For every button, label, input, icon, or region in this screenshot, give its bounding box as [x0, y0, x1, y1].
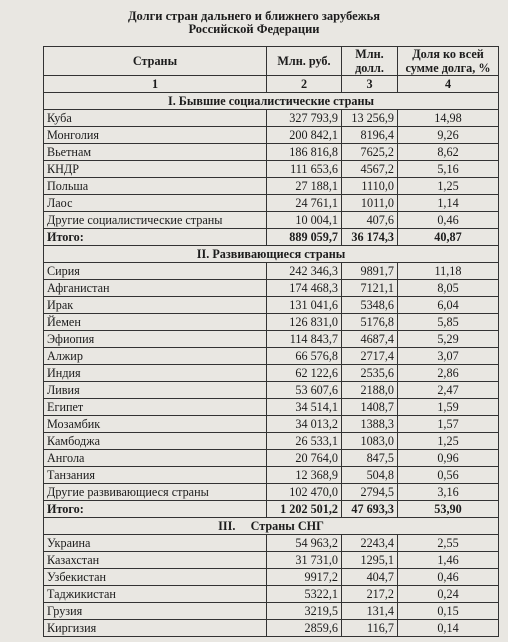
table-row: [44, 280, 499, 297]
title-line-2: Российской Федерации: [188, 22, 320, 36]
header-row: [44, 47, 499, 76]
rub-cell: 9917,2: [267, 569, 342, 586]
share-cell: 9,26: [398, 127, 499, 144]
country-cell: Йемен: [44, 314, 267, 331]
country-cell: Украина: [44, 535, 267, 552]
section-title: III. Страны СНГ: [44, 518, 499, 535]
rub-cell: 66 576,8: [267, 348, 342, 365]
share-cell: 11,18: [398, 263, 499, 280]
column-header-usd: Млн. долл.: [342, 47, 398, 76]
country-cell: Другие развивающиеся страны: [44, 484, 267, 501]
table-row: [44, 263, 499, 280]
usd-cell: 131,4: [342, 603, 398, 620]
rub-cell: 186 816,8: [267, 144, 342, 161]
section-header-row: [44, 246, 499, 263]
section-title: I. Бывшие социалистические страны: [44, 93, 499, 110]
rub-cell: 131 041,6: [267, 297, 342, 314]
column-header-rub: Млн. руб.: [267, 47, 342, 76]
column-number-row: [44, 76, 499, 93]
usd-cell: 1295,1: [342, 552, 398, 569]
usd-cell: 2188,0: [342, 382, 398, 399]
share-cell: 2,47: [398, 382, 499, 399]
country-cell: КНДР: [44, 161, 267, 178]
country-cell: Лаос: [44, 195, 267, 212]
country-cell: Камбоджа: [44, 433, 267, 450]
table-row: [44, 382, 499, 399]
usd-cell: 407,6: [342, 212, 398, 229]
country-cell: Грузия: [44, 603, 267, 620]
country-cell: Ливия: [44, 382, 267, 399]
usd-cell: 217,2: [342, 586, 398, 603]
table-row: [44, 212, 499, 229]
share-cell: 0,15: [398, 603, 499, 620]
usd-cell: 2535,6: [342, 365, 398, 382]
column-header-countries: Страны: [44, 47, 267, 76]
country-cell: Афганистан: [44, 280, 267, 297]
rub-cell: 54 963,2: [267, 535, 342, 552]
rub-cell: 242 346,3: [267, 263, 342, 280]
rub-cell: 111 653,6: [267, 161, 342, 178]
section-title: II. Развивающиеся страны: [44, 246, 499, 263]
share-cell: 8,62: [398, 144, 499, 161]
country-cell: Ангола: [44, 450, 267, 467]
table-row: [44, 416, 499, 433]
table-row: [44, 399, 499, 416]
document-title: [0, 10, 508, 36]
share-cell: 3,07: [398, 348, 499, 365]
country-cell: Танзания: [44, 467, 267, 484]
rub-cell: 174 468,3: [267, 280, 342, 297]
rub-cell: 27 188,1: [267, 178, 342, 195]
table-body: [44, 93, 499, 637]
table-row: [44, 552, 499, 569]
total-label: Итого:: [44, 501, 267, 518]
column-header-share: Доля ко всей сумме долга, %: [398, 47, 499, 76]
usd-cell: 2243,4: [342, 535, 398, 552]
usd-cell: 404,7: [342, 569, 398, 586]
total-share: 40,87: [398, 229, 499, 246]
rub-cell: 327 793,9: [267, 110, 342, 127]
usd-cell: 4687,4: [342, 331, 398, 348]
share-cell: 2,86: [398, 365, 499, 382]
section-header-row: [44, 518, 499, 535]
total-share: 53,90: [398, 501, 499, 518]
usd-cell: 7121,1: [342, 280, 398, 297]
country-cell: Алжир: [44, 348, 267, 365]
country-cell: Вьетнам: [44, 144, 267, 161]
country-cell: Эфиопия: [44, 331, 267, 348]
total-usd: 47 693,3: [342, 501, 398, 518]
country-cell: Египет: [44, 399, 267, 416]
country-cell: Узбекистан: [44, 569, 267, 586]
country-cell: Таджикистан: [44, 586, 267, 603]
table-row: [44, 297, 499, 314]
rub-cell: 126 831,0: [267, 314, 342, 331]
table-row: [44, 433, 499, 450]
share-cell: 3,16: [398, 484, 499, 501]
table-row: [44, 110, 499, 127]
table-row: [44, 535, 499, 552]
rub-cell: 53 607,6: [267, 382, 342, 399]
rub-cell: 24 761,1: [267, 195, 342, 212]
debt-table: [43, 46, 499, 637]
total-row: [44, 501, 499, 518]
column-number: 4: [398, 76, 499, 93]
rub-cell: 10 004,1: [267, 212, 342, 229]
usd-cell: 8196,4: [342, 127, 398, 144]
share-cell: 1,46: [398, 552, 499, 569]
total-usd: 36 174,3: [342, 229, 398, 246]
usd-cell: 1011,0: [342, 195, 398, 212]
table-row: [44, 365, 499, 382]
usd-cell: 4567,2: [342, 161, 398, 178]
usd-cell: 504,8: [342, 467, 398, 484]
column-number: 3: [342, 76, 398, 93]
share-cell: 0,14: [398, 620, 499, 637]
country-cell: Другие социалистические страны: [44, 212, 267, 229]
table-row: [44, 195, 499, 212]
usd-cell: 847,5: [342, 450, 398, 467]
country-cell: Куба: [44, 110, 267, 127]
share-cell: 5,16: [398, 161, 499, 178]
usd-cell: 13 256,9: [342, 110, 398, 127]
usd-cell: 1388,3: [342, 416, 398, 433]
usd-cell: 5176,8: [342, 314, 398, 331]
rub-cell: 114 843,7: [267, 331, 342, 348]
rub-cell: 3219,5: [267, 603, 342, 620]
rub-cell: 102 470,0: [267, 484, 342, 501]
table-row: [44, 620, 499, 637]
country-cell: Ирак: [44, 297, 267, 314]
rub-cell: 200 842,1: [267, 127, 342, 144]
share-cell: 5,29: [398, 331, 499, 348]
total-label: Итого:: [44, 229, 267, 246]
rub-cell: 20 764,0: [267, 450, 342, 467]
table-row: [44, 144, 499, 161]
share-cell: 1,59: [398, 399, 499, 416]
usd-cell: 116,7: [342, 620, 398, 637]
rub-cell: 12 368,9: [267, 467, 342, 484]
title-line-1: Долги стран дальнего и ближнего зарубежья: [127, 9, 381, 23]
total-rub: 889 059,7: [267, 229, 342, 246]
rub-cell: 2859,6: [267, 620, 342, 637]
column-number: 1: [44, 76, 267, 93]
table-row: [44, 178, 499, 195]
share-cell: 0,46: [398, 569, 499, 586]
share-cell: 8,05: [398, 280, 499, 297]
total-row: [44, 229, 499, 246]
usd-cell: 7625,2: [342, 144, 398, 161]
share-cell: 6,04: [398, 297, 499, 314]
country-cell: Индия: [44, 365, 267, 382]
column-number: 2: [267, 76, 342, 93]
rub-cell: 26 533,1: [267, 433, 342, 450]
rub-cell: 62 122,6: [267, 365, 342, 382]
share-cell: 14,98: [398, 110, 499, 127]
country-cell: Польша: [44, 178, 267, 195]
country-cell: Мозамбик: [44, 416, 267, 433]
table-row: [44, 586, 499, 603]
usd-cell: 1408,7: [342, 399, 398, 416]
usd-cell: 2717,4: [342, 348, 398, 365]
share-cell: 5,85: [398, 314, 499, 331]
table-row: [44, 331, 499, 348]
usd-cell: 9891,7: [342, 263, 398, 280]
table-row: [44, 348, 499, 365]
usd-cell: 5348,6: [342, 297, 398, 314]
share-cell: 0,96: [398, 450, 499, 467]
share-cell: 0,46: [398, 212, 499, 229]
table-row: [44, 127, 499, 144]
usd-cell: 2794,5: [342, 484, 398, 501]
table-row: [44, 314, 499, 331]
share-cell: 2,55: [398, 535, 499, 552]
table-row: [44, 450, 499, 467]
table-row: [44, 467, 499, 484]
share-cell: 0,24: [398, 586, 499, 603]
share-cell: 1,57: [398, 416, 499, 433]
country-cell: Монголия: [44, 127, 267, 144]
share-cell: 1,14: [398, 195, 499, 212]
rub-cell: 5322,1: [267, 586, 342, 603]
country-cell: Сирия: [44, 263, 267, 280]
share-cell: 1,25: [398, 178, 499, 195]
rub-cell: 34 514,1: [267, 399, 342, 416]
total-rub: 1 202 501,2: [267, 501, 342, 518]
usd-cell: 1110,0: [342, 178, 398, 195]
rub-cell: 31 731,0: [267, 552, 342, 569]
section-header-row: [44, 93, 499, 110]
table-row: [44, 569, 499, 586]
share-cell: 0,56: [398, 467, 499, 484]
table-row: [44, 161, 499, 178]
table-row: [44, 484, 499, 501]
rub-cell: 34 013,2: [267, 416, 342, 433]
share-cell: 1,25: [398, 433, 499, 450]
table-row: [44, 603, 499, 620]
country-cell: Киргизия: [44, 620, 267, 637]
usd-cell: 1083,0: [342, 433, 398, 450]
country-cell: Казахстан: [44, 552, 267, 569]
